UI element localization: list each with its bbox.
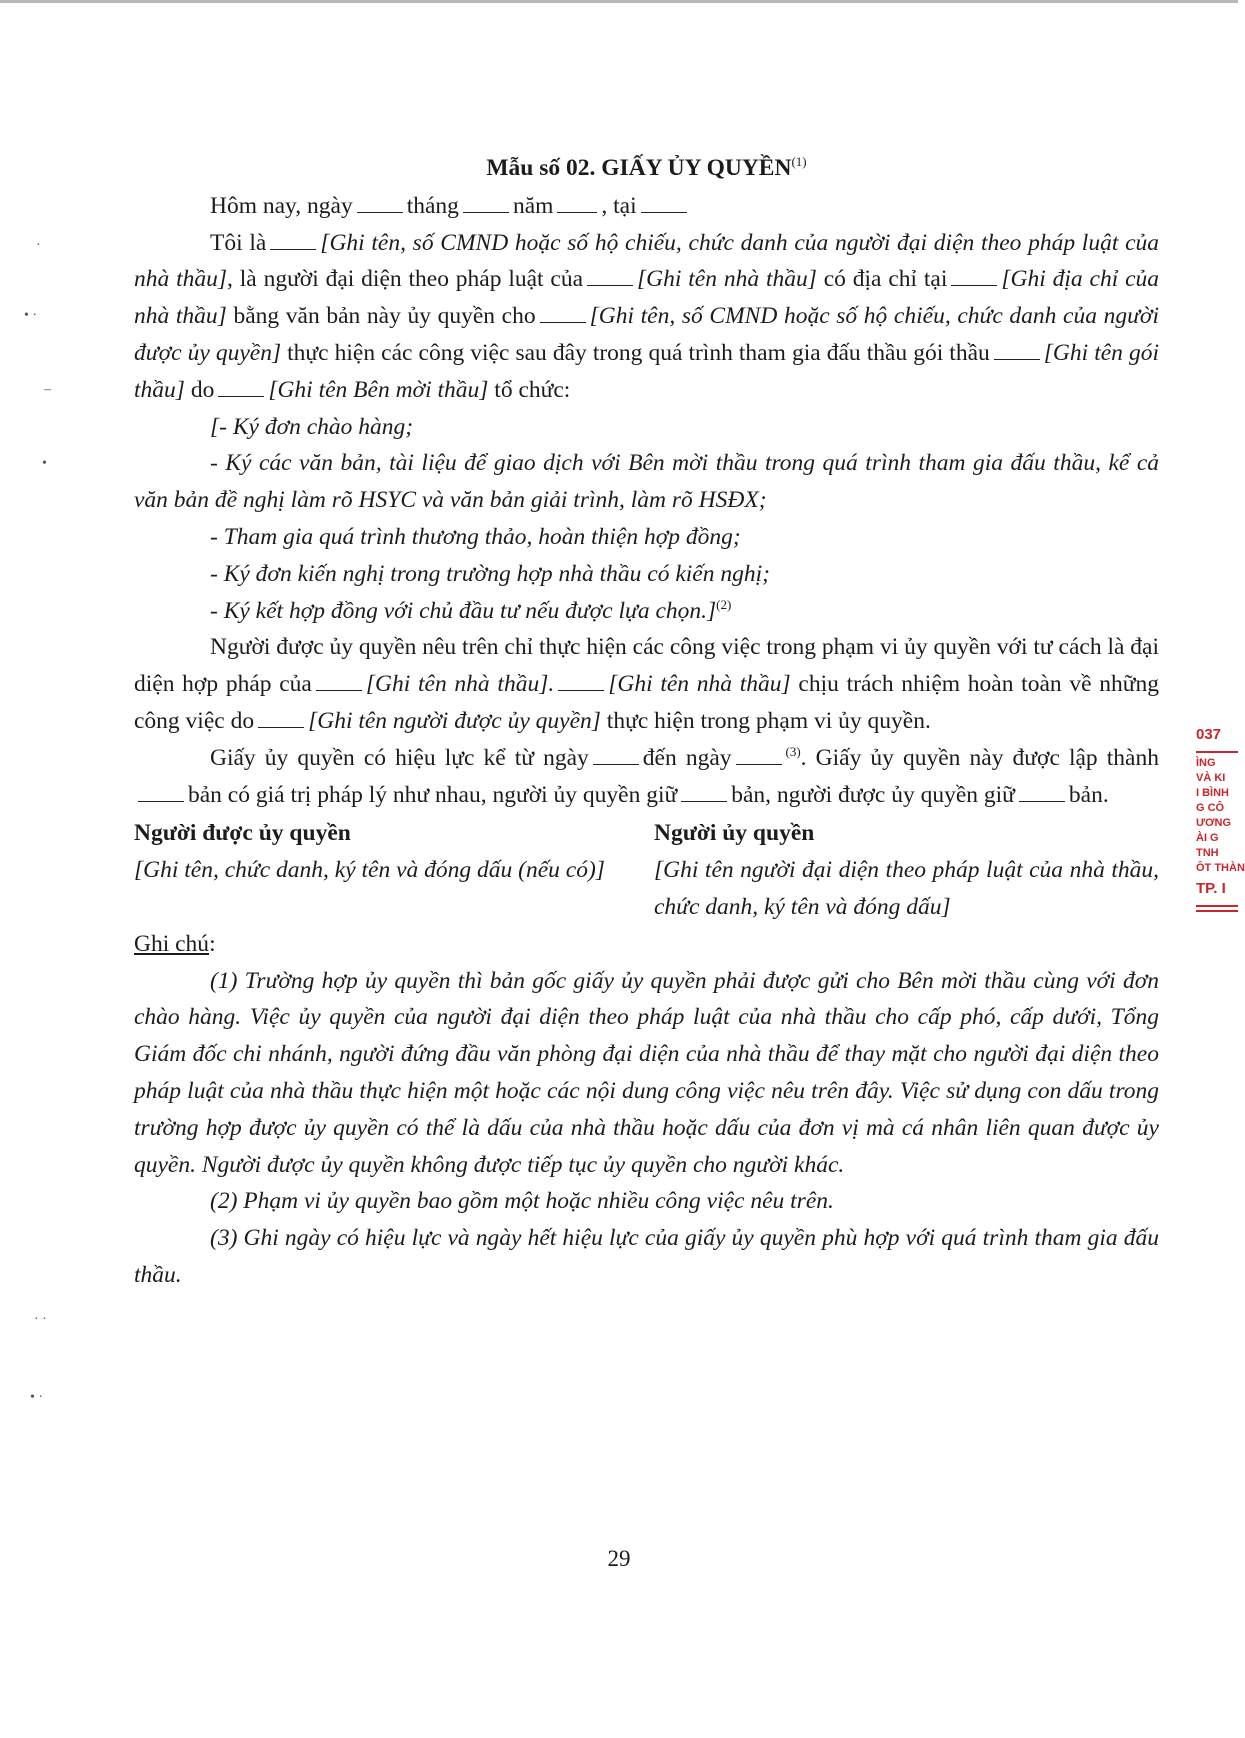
bullet-item — [134, 593, 1159, 630]
scan-speck: – — [44, 382, 51, 397]
bullet-item — [134, 556, 1159, 593]
bullet-item — [134, 519, 1159, 556]
intro-text: Hôm nay, ngày — [210, 192, 353, 219]
blank-field — [540, 304, 586, 323]
blank-place — [641, 194, 687, 213]
scan-speck: · — [36, 238, 41, 253]
bullet-text: - Tham gia quá trình thương thảo, hoàn thiện hợp đồng; — [210, 523, 741, 550]
note-1 — [134, 963, 1159, 1184]
body-text: Người được ủy quyền nêu trên chỉ thực hiện các công việc trong phạm vi ủy quyền với tư cách là đại diện hợp pháp của — [134, 634, 1159, 698]
footnote-mark: (2) — [716, 596, 732, 612]
body-text: Tôi là — [210, 229, 267, 256]
scan-speck: • — [42, 456, 47, 471]
placeholder-text: [Ghi tên gói thầu] — [134, 339, 1159, 403]
blank-field — [270, 231, 316, 250]
notes-heading — [134, 926, 1159, 963]
blank-month — [463, 194, 509, 213]
stamp-text: TNH — [1196, 847, 1219, 859]
page-number: 29 — [607, 1546, 631, 1571]
body-text: thực hiện các công việc sau đây trong quá trình tham gia đấu thầu gói thầu — [287, 339, 990, 366]
blank-field — [316, 672, 362, 691]
stamp-text: ÌNG — [1196, 757, 1216, 769]
title-text: Mẫu số 02. GIẤY ỦY QUYỀN — [486, 155, 792, 181]
blank-field — [558, 672, 604, 691]
stamp-text: TP. I — [1196, 880, 1226, 897]
placeholder-text: [Ghi tên người được ủy quyền] — [308, 707, 601, 734]
validity-paragraph — [134, 740, 1159, 814]
signature-left — [134, 815, 614, 925]
stamp-line — [1196, 910, 1238, 912]
body-text: do — [190, 376, 215, 403]
authorizer-instructions: [Ghi tên người đại diện theo pháp luật của nhà thầu, chức danh, ký tên và đóng dấu] — [654, 857, 1159, 920]
title-footnote-mark: (1) — [791, 154, 807, 170]
body-text: có địa chỉ tại — [823, 266, 948, 293]
placeholder-text: [Ghi tên nhà thầu]. — [365, 671, 555, 698]
bullet-text: - Ký đơn kiến nghị trong trường hợp nhà thầu có kiến nghị; — [210, 560, 770, 587]
body-text: thực hiện trong phạm vi ủy quyền. — [606, 707, 931, 734]
blank-field — [218, 378, 264, 397]
blank-day — [357, 194, 403, 213]
scope-paragraph — [134, 629, 1159, 739]
bullet-item — [134, 409, 1159, 446]
authorizer-heading: Người ủy quyền — [654, 820, 815, 847]
scan-speck: • · — [24, 308, 38, 323]
body-text: đến ngày — [642, 744, 732, 771]
stamp-line — [1196, 751, 1238, 753]
body-text: tổ chức: — [494, 376, 571, 403]
bullet-text: - Ký kết hợp đồng với chủ đầu tư nếu được lựa chọn.] — [210, 597, 717, 624]
note-2 — [134, 1183, 1159, 1220]
stamp-text: ƯƠNG — [1196, 817, 1232, 829]
stamp-text: ÀI G — [1196, 832, 1219, 844]
body-text: bản có giá trị pháp lý như nhau, người ủy quyền giữ — [188, 781, 678, 808]
document-title — [134, 150, 1159, 187]
bullet-item — [134, 445, 1159, 519]
body-text: bản. — [1068, 781, 1109, 808]
blank-field — [587, 267, 633, 286]
stamp-line — [1196, 905, 1238, 907]
body-text: bản, người được ủy quyền giữ — [731, 781, 1015, 808]
authorized-person-instructions: [Ghi tên, chức danh, ký tên và đóng dấu (nếu có)] — [134, 857, 605, 884]
stamp-text: ÔT THÀN — [1196, 862, 1245, 874]
intro-text: năm — [512, 192, 554, 219]
body-text: Giấy ủy quyền có hiệu lực kể từ ngày — [210, 744, 589, 771]
blank-field — [1019, 783, 1065, 802]
document-body — [134, 150, 1159, 1294]
placeholder-text: [Ghi tên, số CMND hoặc số hộ chiếu, chức danh của người được ủy quyền] — [134, 303, 1159, 366]
notes-title: Ghi chú — [134, 930, 210, 957]
note-text: (1) Trường hợp ủy quyền thì bản gốc giấy ủy quyền phải được gửi cho Bên mời thầu cùng với đơn chào hàng. Việc ủy quyền của người đại diện theo pháp luật của nhà thầu cho cấp phó, cấp dưới, Tổng Giám đốc chi nhánh, người đứng đầu văn phòng đại diện của nhà thầu để thay mặt cho người đại diện theo pháp luật của nhà thầu thực hiện một hoặc các nội dung công việc nêu trên đây. Việc sử dụng con dấu trong trường hợp được ủy quyền có thể là dấu của nhà thầu hoặc dấu của đơn vị mà cá nhân liên quan được ủy quyền. Người được ủy quyền không được tiếp tục ủy quyền cho người khác. — [134, 967, 1159, 1178]
scan-top-edge — [0, 0, 1238, 3]
blank-field — [951, 267, 997, 286]
body-text: , là người đại diện theo pháp luật của — [227, 266, 584, 293]
signature-block — [134, 815, 1159, 925]
placeholder-text: [Ghi địa chỉ của nhà thầu] — [134, 266, 1160, 330]
note-text: (2) Phạm vi ủy quyền bao gồm một hoặc nhiều công việc nêu trên. — [210, 1188, 834, 1215]
stamp-text: G CÔ — [1196, 802, 1225, 814]
body-text: bằng văn bản này ủy quyền cho — [233, 303, 536, 330]
intro-line — [134, 188, 1159, 225]
stamp-text: 037 — [1196, 726, 1222, 743]
red-stamp-fragment — [1196, 722, 1245, 944]
body-text: chịu trách nhiệm hoàn toàn về những công việc do — [134, 671, 1160, 734]
blank-field — [138, 783, 184, 802]
signature-right — [654, 815, 1159, 925]
scan-speck: · · — [34, 1312, 47, 1327]
placeholder-text: [Ghi tên nhà thầu] — [637, 266, 817, 293]
authorized-person-heading: Người được ủy quyền — [134, 820, 351, 847]
blank-field — [593, 746, 639, 765]
placeholder-text: [Ghi tên, số CMND hoặc số hộ chiếu, chức danh của người đại diện theo pháp luật của nhà thầu] — [134, 229, 1159, 293]
scan-speck: • · — [30, 1390, 44, 1405]
stamp-text: I BÌNH — [1196, 787, 1229, 799]
bullet-text: - Ký các văn bản, tài liệu để giao dịch với Bên mời thầu trong quá trình tham gia đấu thầu, kể cả văn bản đề nghị làm rõ HSYC và văn bản giải trình, làm rõ HSĐX; — [134, 450, 1159, 514]
notes-colon: : — [209, 930, 216, 957]
blank-field — [994, 341, 1040, 360]
blank-field — [681, 783, 727, 802]
bullet-text: [- Ký đơn chào hàng; — [210, 413, 414, 440]
stamp-text: VÀ KI — [1196, 772, 1226, 784]
footnote-mark: (3) — [785, 743, 801, 759]
intro-text: tháng — [406, 192, 459, 219]
body-text: . Giấy ủy quyền này được lập thành — [800, 744, 1159, 771]
blank-field — [736, 746, 782, 765]
blank-field — [258, 709, 304, 728]
note-text: (3) Ghi ngày có hiệu lực và ngày hết hiệu lực của giấy ủy quyền phù hợp với quá trình tham gia đấu thầu. — [134, 1225, 1159, 1288]
intro-text: , tại — [601, 192, 637, 219]
placeholder-text: [Ghi tên Bên mời thầu] — [268, 376, 489, 403]
note-3 — [134, 1220, 1159, 1294]
authorization-paragraph — [134, 225, 1159, 409]
blank-year — [557, 194, 597, 213]
placeholder-text: [Ghi tên nhà thầu] — [608, 671, 791, 698]
